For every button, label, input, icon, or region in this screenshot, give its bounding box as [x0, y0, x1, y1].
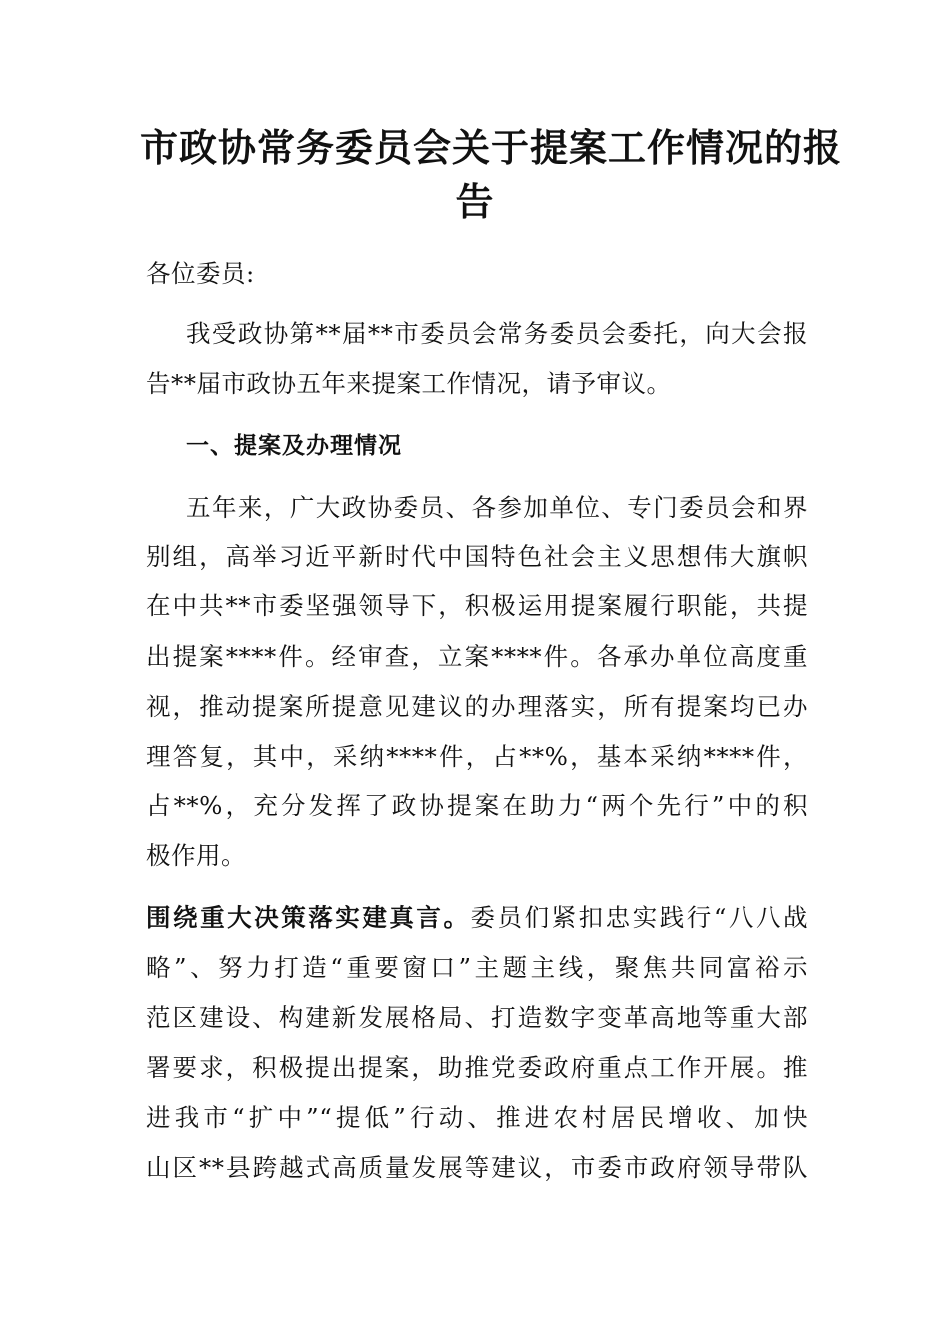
para1-line-3: 在中共**市委坚强领导下，积极运用提案履行职能，共提 [146, 591, 808, 620]
intro-line-1: 我受政协第**届**市委员会常务委员会委托，向大会报 [186, 319, 808, 348]
para2-line-5: 进我市“扩中”“提低”行动、推进农村居民增收、加快 [146, 1103, 808, 1132]
para1-line-7: 占**%，充分发挥了政协提案在助力“两个先行”中的积 [146, 791, 808, 820]
para1-line-2: 别组，高举习近平新时代中国特色社会主义思想伟大旗帜 [146, 542, 808, 571]
salutation: 各位委员: [146, 259, 255, 288]
section-heading: 一、提案及办理情况 [186, 433, 402, 459]
para2-line-1-rest: 委员们紧扣忠实践行“八八战 [470, 903, 808, 932]
para2-line-2: 略”、努力打造“重要窗口”主题主线，聚焦共同富裕示 [146, 953, 808, 982]
para1-line-8: 极作用。 [146, 841, 246, 870]
para1-line-6: 理答复，其中，采纳****件，占**%，基本采纳****件， [146, 742, 808, 771]
document-title-line-2: 告 [455, 179, 495, 224]
para2-line-3: 范区建设、构建新发展格局、打造数字变革高地等重大部 [146, 1003, 808, 1032]
para1-line-4: 出提案****件。经审查，立案****件。各承办单位高度重 [146, 642, 808, 671]
para2-lead: 围绕重大决策落实建真言。 [146, 903, 471, 932]
intro-line-2: 告**届市政协五年来提案工作情况，请予审议。 [146, 369, 672, 398]
para1-line-5: 视，推动提案所提意见建议的办理落实，所有提案均已办 [146, 692, 808, 721]
document-title-line-1: 市政协常务委员会关于提案工作情况的报 [140, 125, 843, 170]
para2-line-4: 署要求，积极提出提案，助推党委政府重点工作开展。推 [146, 1053, 808, 1082]
para1-line-1: 五年来，广大政协委员、各参加单位、专门委员会和界 [186, 493, 808, 522]
para2-line-6: 山区**县跨越式高质量发展等建议，市委市政府领导带队 [146, 1153, 808, 1182]
para2-line-1 [146, 898, 808, 938]
